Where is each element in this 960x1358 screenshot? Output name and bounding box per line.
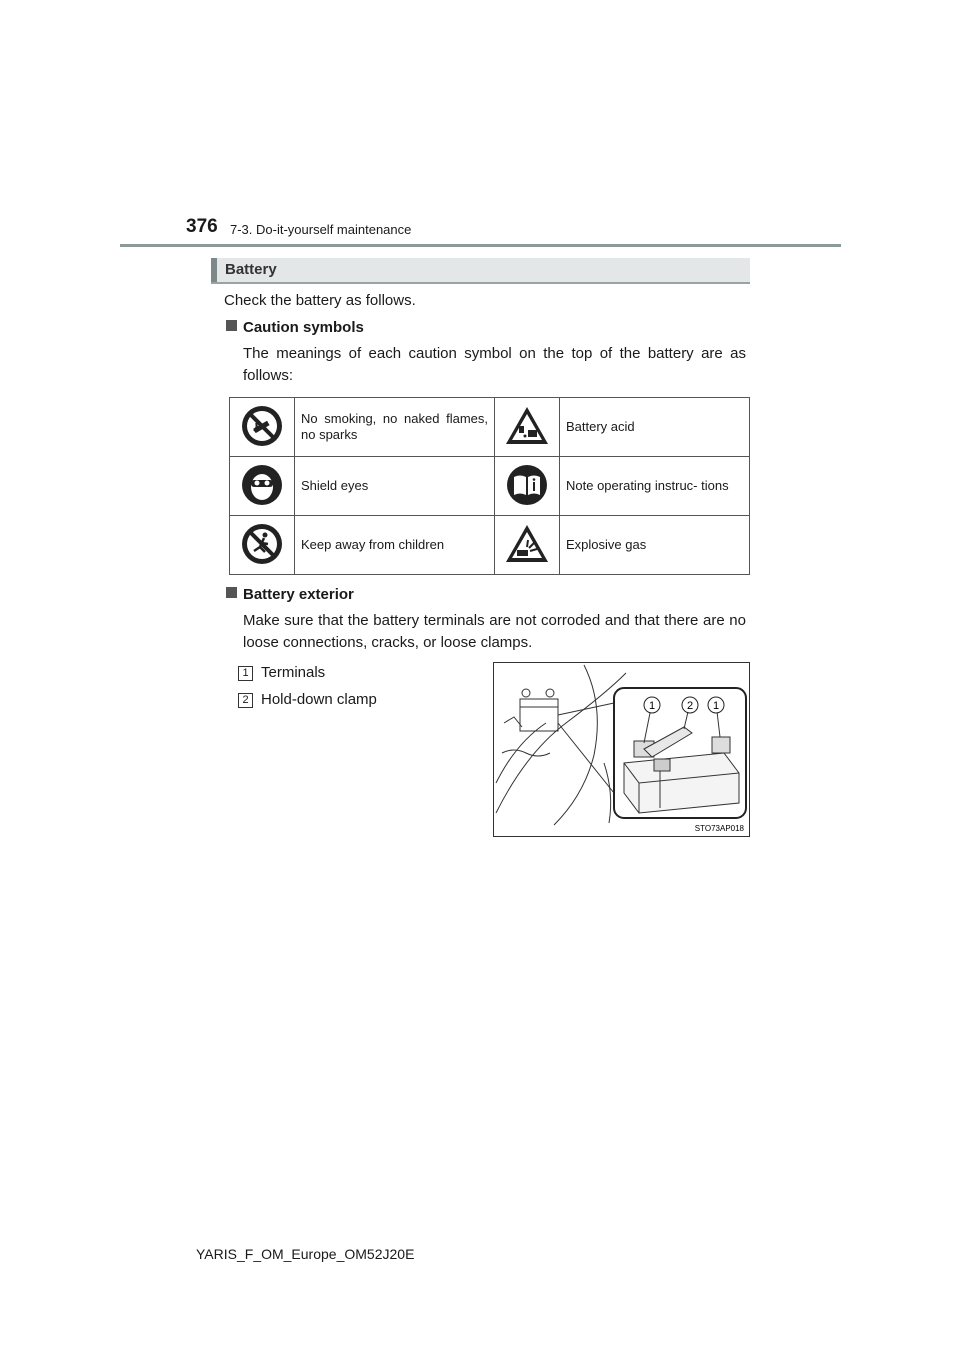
caution-heading [226,319,364,336]
page-number: 376 [186,216,218,237]
symbol-label: Note operating instruc- tions [560,457,750,516]
exterior-text: Make sure that the battery terminals are not corroded and that there are no loose connections, cracks, or loose clamps. [243,612,746,651]
exterior-title: Battery exterior [243,586,354,603]
figure-code: STO73AP018 [694,824,744,833]
no-smoking-icon [230,398,295,457]
legend-label: Hold-down clamp [261,691,377,708]
legend-label: Terminals [261,664,326,681]
symbol-label: No smoking, no naked flames, no sparks [295,398,495,457]
caution-symbol-table [229,397,750,575]
legend-item [238,664,325,681]
explosive-gas-icon [495,516,560,575]
symbol-label: Keep away from children [295,516,495,575]
table-row [230,516,750,575]
keep-away-children-icon [230,516,295,575]
caution-text: The meanings of each caution symbol on the top of the battery are as follows: [243,345,746,384]
symbol-label: Battery acid [560,398,750,457]
callout-number: 1 [648,700,656,712]
exterior-heading [226,586,354,603]
symbol-label: Shield eyes [295,457,495,516]
table-row [230,398,750,457]
callout-number: 2 [238,693,253,708]
intro-text: Check the battery as follows. [224,292,416,309]
callout-number: 1 [238,666,253,681]
figure-callouts [644,697,724,713]
section-title: Battery [225,261,277,278]
footer-doc-id: YARIS_F_OM_Europe_OM52J20E [196,1246,415,1262]
operating-instructions-icon [495,457,560,516]
shield-eyes-icon [230,457,295,516]
chapter-title: 7-3. Do-it-yourself maintenance [230,222,412,237]
battery-acid-icon [495,398,560,457]
bullet-square-icon [226,320,237,331]
heading-accent [211,258,217,282]
legend-item [238,691,377,708]
caution-title: Caution symbols [243,319,364,336]
callout-number: 2 [686,700,694,712]
section-heading [211,258,750,284]
battery-illustration [493,662,750,837]
symbol-label: Explosive gas [560,516,750,575]
table-row [230,457,750,516]
engine-bay-drawing [494,663,749,836]
callout-number: 1 [712,700,720,712]
header-rule [120,244,841,247]
bullet-square-icon [226,587,237,598]
